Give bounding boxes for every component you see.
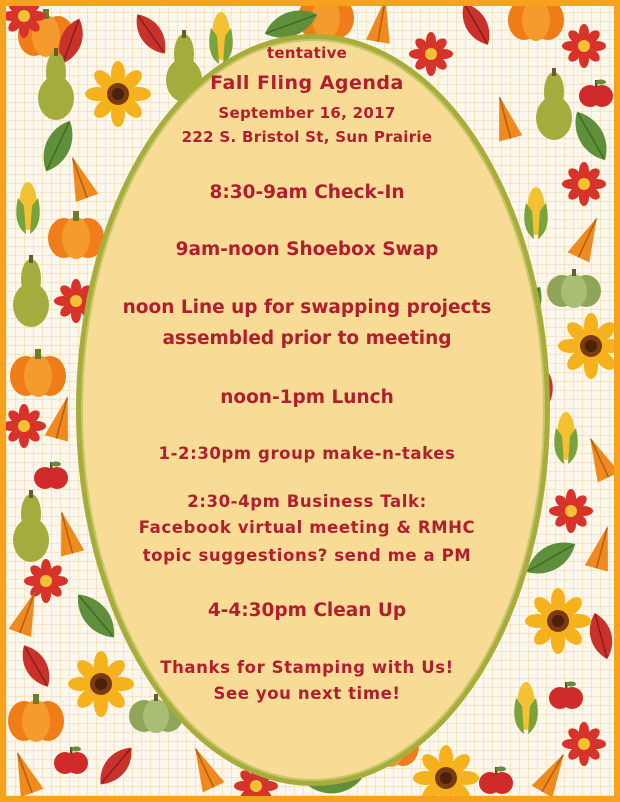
agenda-item-make-n-takes: 1-2:30pm group make-n-takes — [158, 444, 456, 463]
agenda-item-business-line3: topic suggestions? send me a PM — [142, 546, 472, 565]
agenda-item-shoebox-swap: 9am-noon Shoebox Swap — [175, 239, 439, 260]
agenda-item-clean-up: 4-4:30pm Clean Up — [207, 600, 407, 621]
agenda-item-lineup-line2: assembled prior to meeting — [162, 328, 452, 349]
closing-see-you: See you next time! — [213, 684, 401, 703]
agenda-item-business-line2: Facebook virtual meeting & RMHC — [138, 518, 476, 537]
tentative-label: tentative — [266, 44, 348, 62]
agenda-item-lunch: noon-1pm Lunch — [220, 387, 394, 408]
agenda-item-lineup-line1: noon Line up for swapping projects — [122, 297, 492, 318]
closing-thanks: Thanks for Stamping with Us! — [160, 658, 454, 677]
event-date: September 16, 2017 — [218, 104, 396, 122]
agenda-item-business-talk: 2:30-4pm Business Talk: — [187, 492, 427, 511]
event-address: 222 S. Bristol St, Sun Prairie — [181, 128, 433, 146]
agenda-title: Fall Fling Agenda — [210, 72, 404, 94]
agenda-item-checkin: 8:30-9am Check-In — [209, 182, 405, 203]
